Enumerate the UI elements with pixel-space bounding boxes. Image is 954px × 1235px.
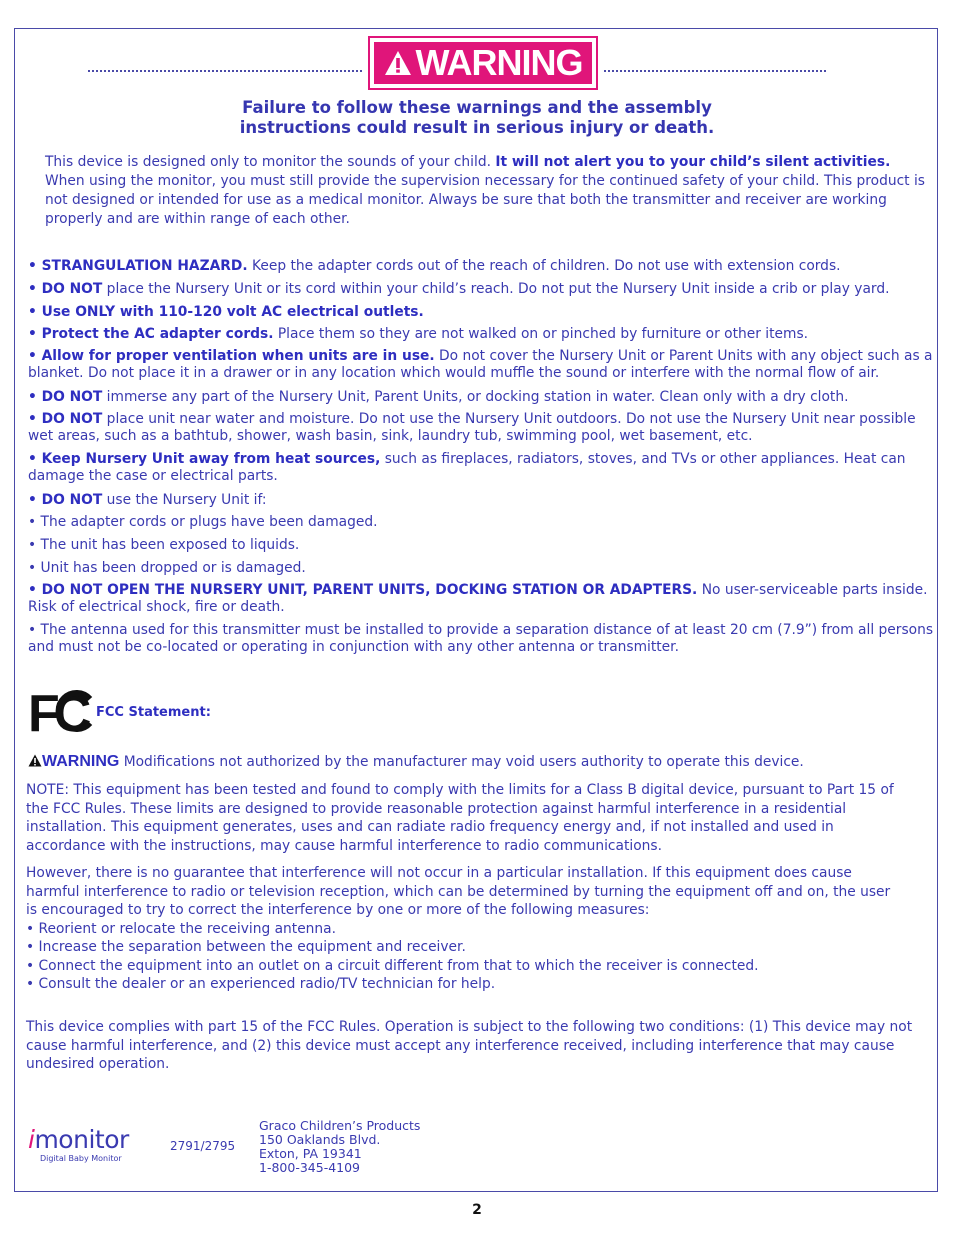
warning-item: • The unit has been exposed to liquids.	[28, 537, 300, 553]
warning-item: • Unit has been dropped or is damaged.	[28, 560, 306, 576]
dotted-rule-left	[88, 70, 362, 72]
warning-item: • DO NOT use the Nursery Unit if:	[28, 492, 267, 508]
measure-item: • Increase the separation between the equipment and receiver.	[26, 939, 466, 955]
warning-item: • The adapter cords or plugs have been damaged.	[28, 514, 378, 530]
company-address: Graco Children’s Products 150 Oaklands Blvd. Exton, PA 19341 1-800-345-4109	[259, 1118, 421, 1175]
fcc-compliance: This device complies with part 15 of the FCC Rules. Operation is subject to the following two conditions: (1) This device may not cause harmful interference, and (2) this device must accept any interference received, including interference that may cause undesired operation.	[26, 1019, 913, 1072]
warning-banner	[368, 36, 598, 90]
warning-item: • DO NOT place unit near water and moisture. Do not use the Nursery Unit outdoors. Do not use the Nursery Unit near possible wet areas, such as a bathtub, shower, wash basin, sink, laundry tub, swimming pool, wet basement, etc.	[28, 411, 916, 444]
warning-item: • STRANGULATION HAZARD. Keep the adapter cords out of the reach of children. Do not use with extension cords.	[28, 258, 841, 274]
warning-item: • Keep Nursery Unit away from heat sources, such as fireplaces, radiators, stoves, and TVs or other appliances. Heat can damage the case or electrical parts.	[28, 451, 906, 484]
svg-text:FC: FC	[28, 687, 86, 735]
warning-item: • DO NOT place the Nursery Unit or its cord within your child’s reach. Do not put the Nursery Unit inside a crib or play yard.	[28, 281, 890, 297]
fcc-logo	[28, 687, 94, 735]
warning-item: • Protect the AC adapter cords. Place them so they are not walked on or pinched by furniture or other items.	[28, 326, 809, 342]
dotted-rule-right	[604, 70, 826, 72]
page-number: 2	[472, 1202, 482, 1218]
imonitor-logo: imonitor Digital Baby Monitor	[28, 1125, 129, 1163]
fcc-note: NOTE: This equipment has been tested and found to comply with the limits for a Class B digital device, pursuant to Part 15 of the FCC Rules. These limits are designed to provide reasonable protection against harmful interference in a residential installation. This equipment generates, uses and can radiate radio frequency energy and, if not installed and used in accordance with the instructions, may cause harmful interference to radio communications.	[26, 782, 894, 854]
fcc-statement-label: FCC Statement:	[96, 705, 211, 720]
warning-triangle-icon	[384, 50, 412, 76]
warning-title: WARNING	[415, 42, 583, 83]
model-number: 2791/2795	[170, 1139, 236, 1153]
fcc-warning: WARNING Modifications not authorized by the manufacturer may void users authority to operate this device.	[28, 752, 804, 772]
warning-item: • DO NOT immerse any part of the Nursery Unit, Parent Units, or docking station in water. Clean only with a dry cloth.	[28, 389, 849, 405]
fcc-however: However, there is no guarantee that interference will not occur in a particular installation. If this equipment does cause harmful interference to radio or television reception, which can be determined by turning the equipment off and on, the user is encouraged to try to correct the interference by one or more of the following measures: • Reorient or relocate the receiving antenna. • Increase the separation between the equipment and receiver. • Connect the equipment into an outlet on a circuit different from that to which the receiver is connected. • Consult the dealer or an experienced radio/TV technician for help.	[26, 864, 896, 994]
warning-item: • Use ONLY with 110-120 volt AC electrical outlets.	[28, 304, 424, 320]
warning-triangle-icon	[28, 754, 42, 767]
intro-paragraph: This device is designed only to monitor the sounds of your child. It will not alert you to your child’s silent activities. When using the monitor, you must still provide the supervision necessary for the continued safety of your child. This product is not designed or intended for use as a medical monitor. Always be sure that both the transmitter and receiver are working properly and are within range of each other.	[45, 154, 925, 227]
measure-item: • Consult the dealer or an experienced radio/TV technician for help.	[26, 976, 496, 992]
warning-item: • The antenna used for this transmitter must be installed to provide a separation distance of at least 20 cm (7.9”) from all persons and must not be co-located or operating in conjunction with any other antenna or transmitter.	[28, 622, 934, 655]
warning-item: • Allow for proper ventilation when units are in use. Do not cover the Nursery Unit or Parent Units with any object such as a blanket. Do not place it in a drawer or in any location which would muffle the sound or interfere with the normal flow of air.	[28, 348, 933, 381]
measure-item: • Reorient or relocate the receiving antenna.	[26, 920, 337, 937]
warning-item: • DO NOT OPEN THE NURSERY UNIT, PARENT UNITS, DOCKING STATION OR ADAPTERS. No user-serviceable parts inside. Risk of electrical shock, fire or death.	[28, 582, 928, 615]
measure-item: • Connect the equipment into an outlet on a circuit different from that to which the receiver is connected.	[26, 957, 759, 974]
warning-headline: Failure to follow these warnings and the assembly instructions could result in serious injury or death.	[239, 98, 715, 137]
